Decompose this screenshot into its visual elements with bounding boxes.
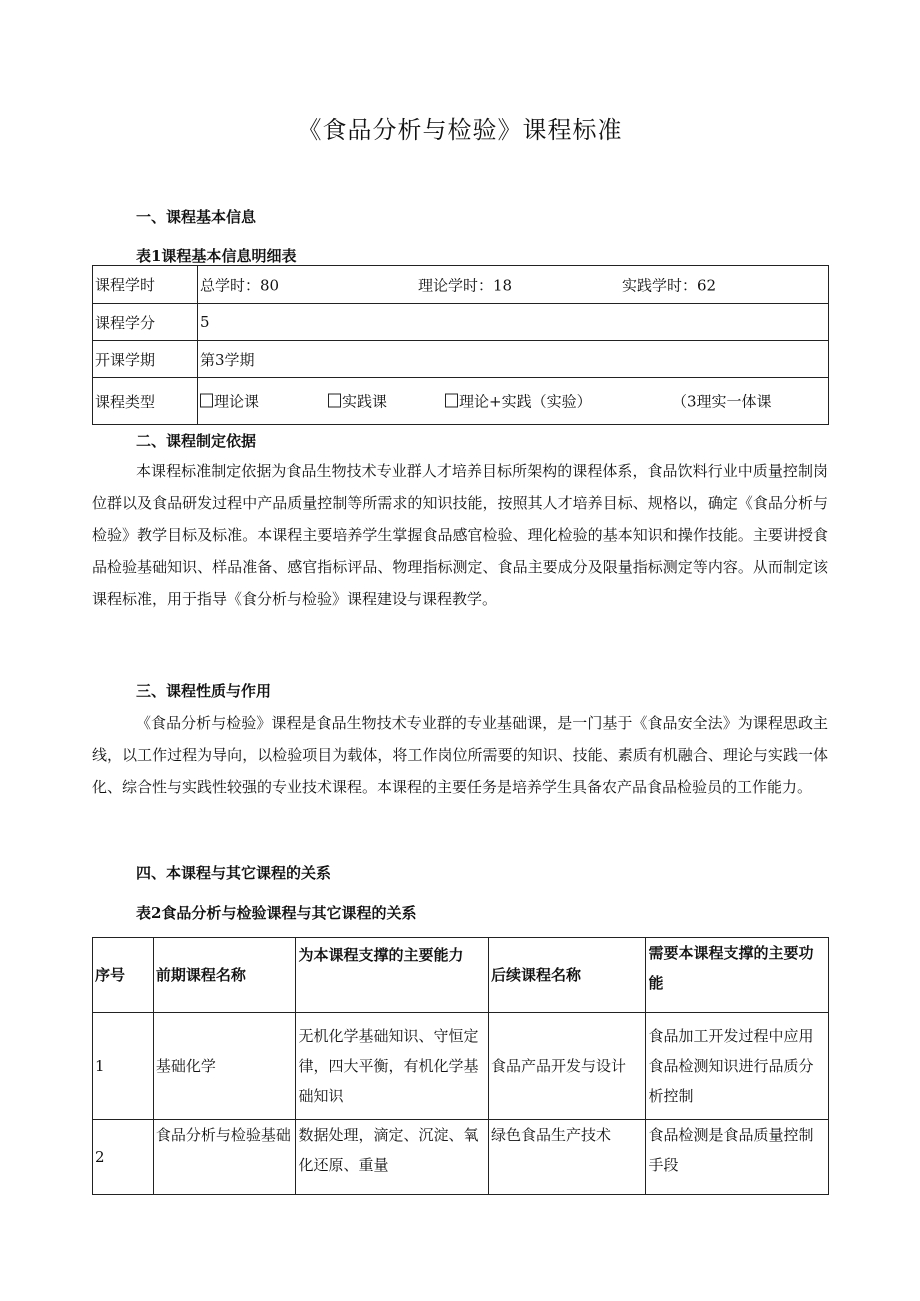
table-row bbox=[93, 1013, 829, 1120]
cell-required-function: 食品加工开发过程中应用食品检测知识进行品质分析控制 bbox=[646, 1013, 829, 1120]
header-seq: 序号 bbox=[93, 938, 154, 1013]
checkbox-icon bbox=[200, 394, 213, 408]
checkbox-icon bbox=[328, 394, 341, 408]
practice-hours: 实践学时：62 bbox=[622, 276, 717, 294]
cell-support-ability: 数据处理，滴定、沉淀、氧化还原、重量 bbox=[296, 1120, 488, 1195]
nature-paragraph: 《食品分析与检验》课程是食品生物技术专业群的专业基础课，是一门基于《食品安全法》为课程思政主线，以工作过程为导向，以检验项目为载体，将工作岗位所需要的知识、技能、素质有机融合、理论与实践一体化、综合性与实践性较强的专业技术课程。本课程的主要任务是培养学生具备农产品食品检验员的工作能力。 bbox=[92, 714, 828, 796]
type-option-integrated[interactable]: （3理实一体课 bbox=[672, 392, 772, 411]
cell-later-course: 绿色食品生产技术 bbox=[488, 1120, 646, 1195]
course-info-table bbox=[92, 265, 829, 425]
cell-seq: 1 bbox=[93, 1013, 154, 1120]
type-option-practice[interactable]: 实践课 bbox=[328, 391, 387, 412]
cell-required-function: 食品检测是食品质量控制手段 bbox=[646, 1120, 829, 1195]
section-heading-basic-info: 一、课程基本信息 bbox=[136, 208, 257, 226]
header-prior-course: 前期课程名称 bbox=[153, 938, 296, 1013]
table2-caption: 表2食品分析与检验课程与其它课程的关系 bbox=[136, 904, 417, 922]
basis-paragraph: 本课程标准制定依据为食品生物技术专业群人才培养目标所架构的课程体系，食品饮料行业中质量控制岗位群以及食品研发过程中产品质量控制等所需求的知识技能，按照其人才培养目标、规格以，确定《食品分析与检验》教学目标及标准。本课程主要培养学生掌握食品感官检验、理化检验的基本知识和操作技能。主要讲授食品检验基础知识、样品准备、感官指标评品、物理指标测定、食品主要成分及限量指标测定等内容。从而制定该课程标准，用于指导《食分析与检验》课程建设与课程教学。 bbox=[92, 462, 828, 608]
hours-values bbox=[198, 266, 829, 304]
section-heading-nature: 三、课程性质与作用 bbox=[136, 682, 272, 700]
credit-value: 5 bbox=[198, 304, 829, 341]
hours-label: 课程学时 bbox=[93, 266, 198, 304]
cell-support-ability: 无机化学基础知识、守恒定律，四大平衡，有机化学基础知识 bbox=[296, 1013, 488, 1120]
theory-hours: 理论学时：18 bbox=[418, 276, 513, 294]
header-later-course: 后续课程名称 bbox=[488, 938, 646, 1013]
table-row bbox=[93, 1120, 829, 1195]
type-option-theory-practice[interactable]: 理论+实践（实验） bbox=[445, 391, 592, 412]
total-hours: 总学时：80 bbox=[200, 276, 280, 294]
cell-prior-course: 基础化学 bbox=[153, 1013, 296, 1120]
page-title: 《食品分析与检验》课程标准 bbox=[297, 116, 623, 144]
type-label: 课程类型 bbox=[93, 378, 198, 425]
section-heading-basis: 二、课程制定依据 bbox=[136, 432, 257, 450]
type-options bbox=[198, 378, 829, 425]
cell-seq: 2 bbox=[93, 1120, 154, 1195]
checkbox-icon bbox=[445, 394, 458, 408]
course-relations-table bbox=[92, 937, 829, 1195]
semester-value: 第3学期 bbox=[198, 341, 829, 378]
cell-prior-course: 食品分析与检验基础 bbox=[153, 1120, 296, 1195]
section-heading-relations: 四、本课程与其它课程的关系 bbox=[136, 864, 332, 882]
table1-caption: 表1课程基本信息明细表 bbox=[136, 247, 297, 265]
semester-label: 开课学期 bbox=[93, 341, 198, 378]
type-option-theory[interactable]: 理论课 bbox=[200, 391, 259, 412]
cell-later-course: 食品产品开发与设计 bbox=[488, 1013, 646, 1120]
credit-label: 课程学分 bbox=[93, 304, 198, 341]
header-support-ability: 为本课程支撑的主要能力 bbox=[296, 938, 488, 1013]
header-required-function: 需要本课程支撑的主要功能 bbox=[646, 938, 829, 1013]
